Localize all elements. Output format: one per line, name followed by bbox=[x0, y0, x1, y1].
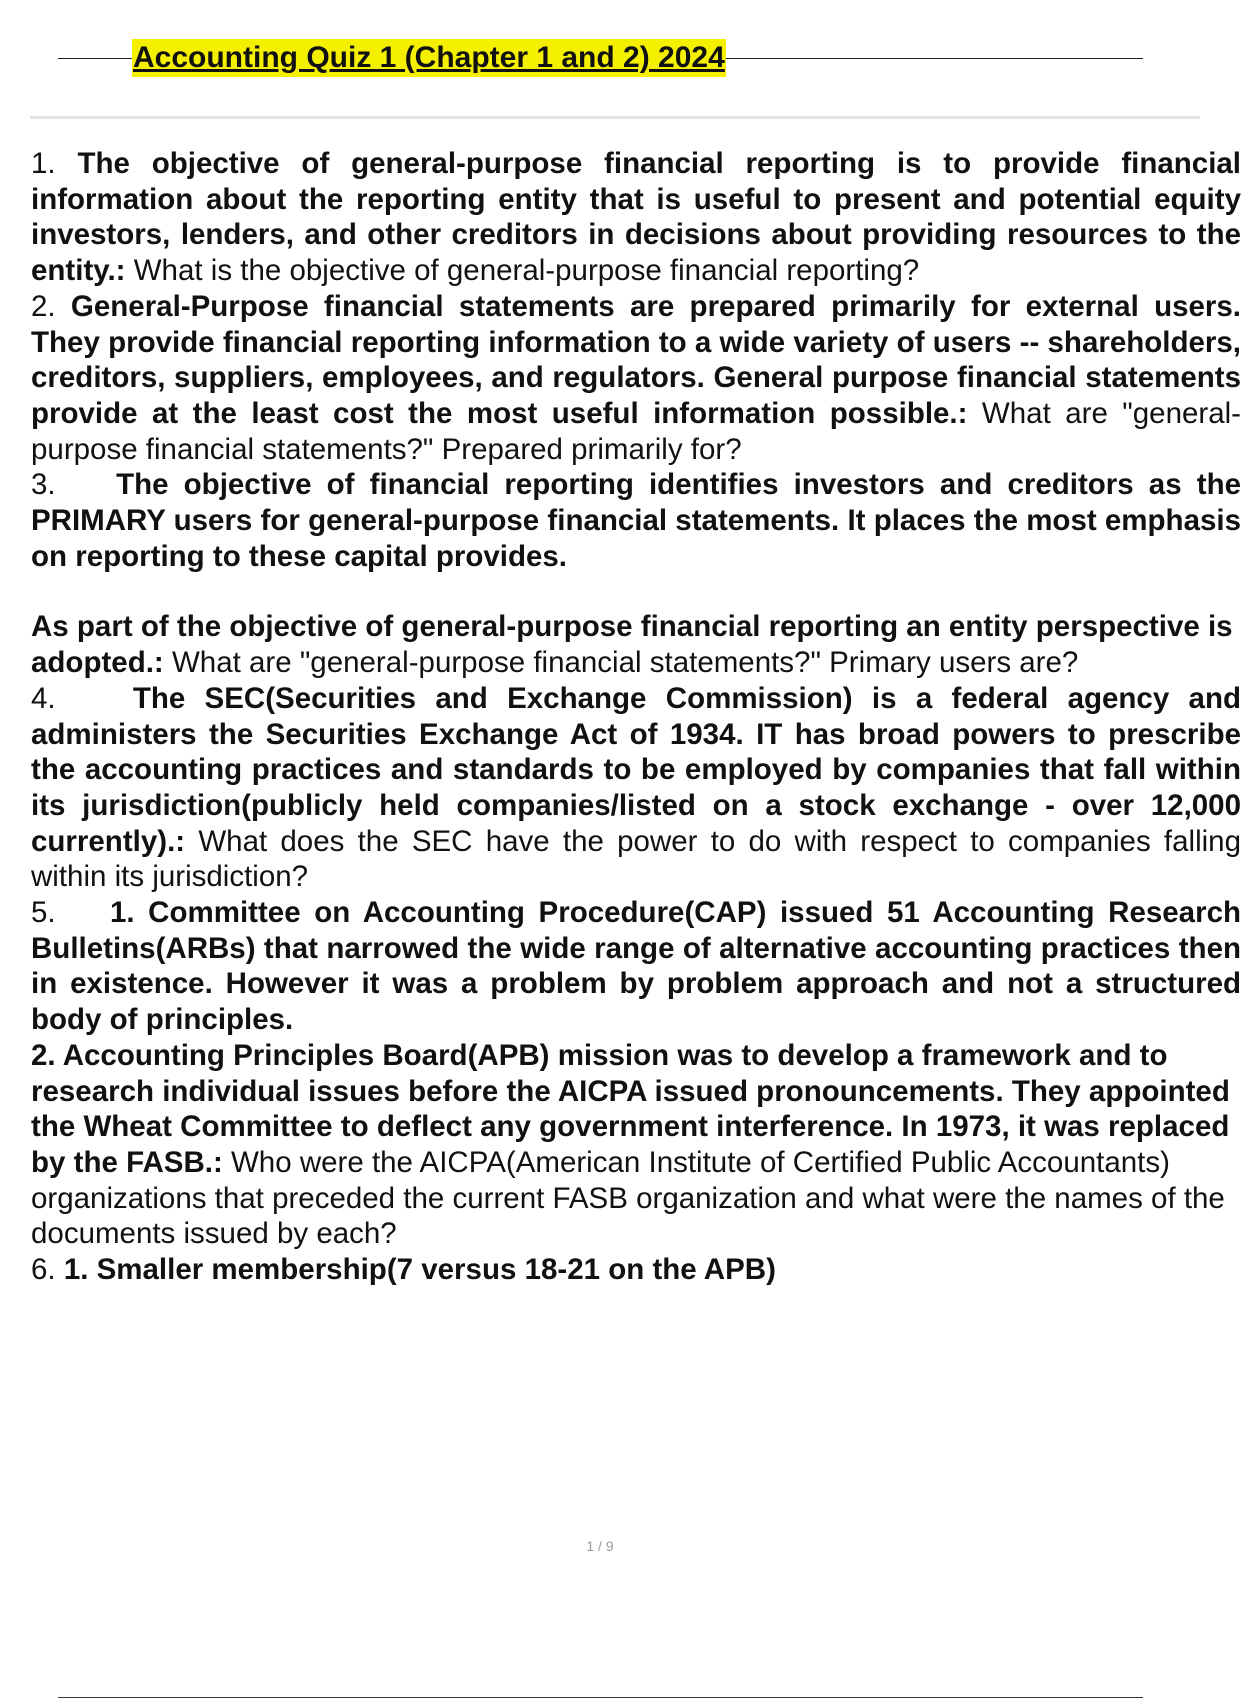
item-number: 2. bbox=[31, 289, 56, 323]
list-item-continuation bbox=[31, 1038, 1241, 1252]
item-question: What does the SEC have the power to do with respect to companies falling within its jurisdiction? bbox=[31, 824, 1241, 894]
item-number: 4. bbox=[31, 681, 56, 715]
item-question: What are "general-purpose financial statements?" Primary users are? bbox=[171, 646, 1079, 680]
paragraph-gap bbox=[31, 574, 1241, 609]
item-answer: 1. Committee on Accounting Procedure(CAP) issued 51 Accounting Research Bulletins(ARBs) that narrowed the wide range of alternative accounting practices then in existence. However it was a problem by problem approach and not a structured body of principles. bbox=[31, 896, 1241, 1037]
document-body bbox=[31, 146, 1241, 1288]
item-number: 6. bbox=[31, 1253, 56, 1287]
title-rule-left bbox=[58, 58, 132, 59]
list-item bbox=[31, 146, 1241, 289]
list-item bbox=[31, 681, 1241, 895]
item-question: Who were the AICPA(American Institute of Certified Public Accountants) organizations that preceded the current FASB organization and what were the names of the documents issued by each? bbox=[31, 1145, 1225, 1251]
title-row bbox=[58, 38, 1143, 78]
list-item-continuation bbox=[31, 609, 1241, 680]
item-answer: As part of the objective of general-purpose financial reporting an entity perspective is adopted.: bbox=[31, 610, 1233, 680]
header-divider bbox=[30, 116, 1200, 119]
list-item bbox=[31, 289, 1241, 468]
item-question: What is the objective of general-purpose financial reporting? bbox=[133, 254, 920, 288]
document-title: Accounting Quiz 1 (Chapter 1 and 2) 2024 bbox=[132, 39, 726, 77]
item-number: 3. bbox=[31, 468, 56, 502]
page-indicator: 1 / 9 bbox=[586, 1538, 614, 1554]
item-answer: General-Purpose financial statements are prepared primarily for external users. They provide financial reporting information to a wide variety of users -- shareholders, creditors, suppliers, employees, and regulators. General purpose financial statements provide at the least cost the most useful information possible.: bbox=[31, 289, 1241, 430]
footer-divider bbox=[58, 1697, 1143, 1698]
item-answer: 1. Smaller membership(7 versus 18-21 on the APB) bbox=[63, 1253, 776, 1287]
item-question: What are "general-purpose financial statements?" Prepared primarily for? bbox=[31, 396, 1241, 466]
list-item bbox=[31, 467, 1241, 574]
item-number: 1. bbox=[31, 147, 56, 180]
item-answer: The SEC(Securities and Exchange Commission) is a federal agency and administers the Securities Exchange Act of 1934. IT has broad powers to prescribe the accounting practices and standards to be employed by companies that fall within its jurisdiction(publicly held companies/listed on a stock exchange - over 12,000 currently).: bbox=[31, 681, 1241, 858]
item-number: 5. bbox=[31, 896, 56, 930]
title-rule-right bbox=[726, 58, 1143, 59]
list-item bbox=[31, 895, 1241, 1038]
item-answer: The objective of general-purpose financial reporting is to provide financial information about the reporting entity that is useful to present and potential equity investors, lenders, and other creditors in decisions about providing resources to the entity.: bbox=[31, 147, 1241, 288]
list-item bbox=[31, 1252, 1241, 1288]
item-answer: 2. Accounting Principles Board(APB) mission was to develop a framework and to research individual issues before the AICPA issued pronouncements. They appointed the Wheat Committee to deflect any government interference. In 1973, it was replaced by the FASB.: bbox=[31, 1038, 1230, 1179]
item-answer: The objective of financial reporting identifies investors and creditors as the PRIMARY users for general-purpose financial statements. It places the most emphasis on reporting to these capital provides. bbox=[31, 468, 1241, 573]
